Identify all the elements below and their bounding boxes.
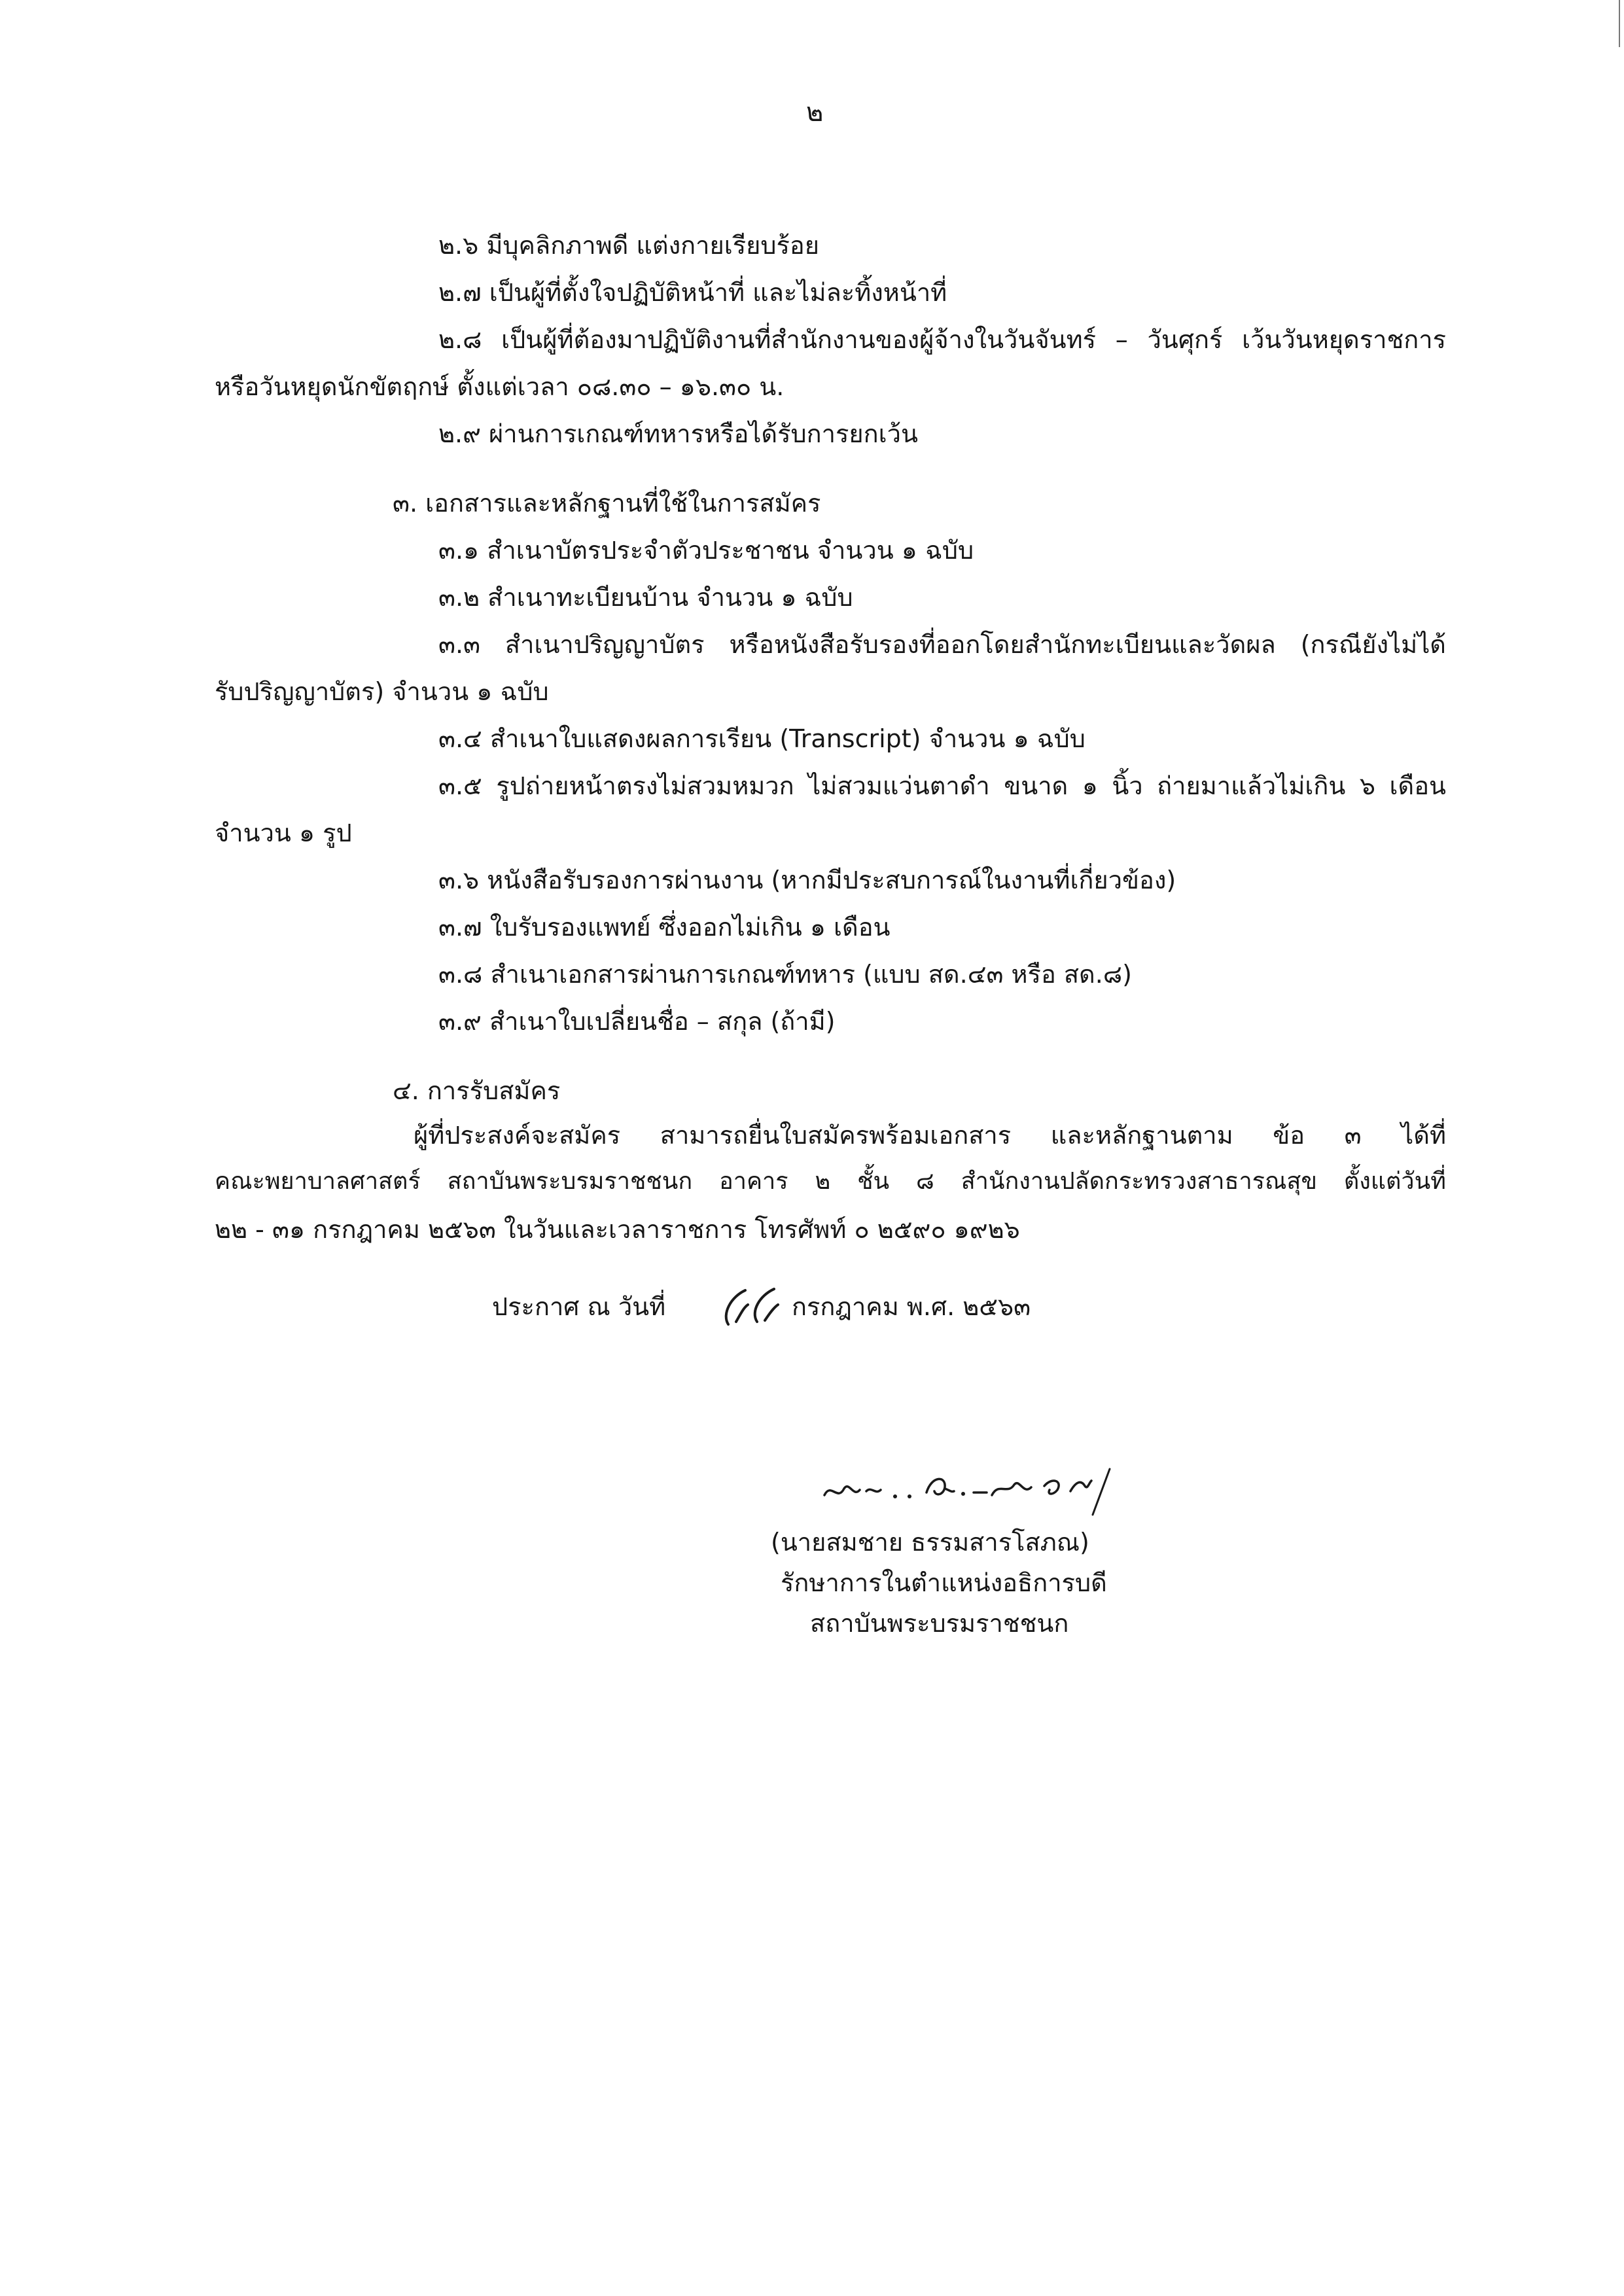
handwritten-day [716, 1282, 788, 1335]
item-3-7: ๓.๗ ใบรับรองแพทย์ ซึ่งออกไม่เกิน ๑ เดือน [438, 913, 891, 942]
item-3-5: ๓.๕ รูปถ่ายหน้าตรงไม่สวมหมวก ไม่สวมแว่นตาดำ ขนาด ๑ นิ้ว ถ่ายมาแล้วไม่เกิน ๖ เดือน [438, 771, 1446, 800]
item-3-4: ๓.๔ สำเนาใบแสดงผลการเรียน (Transcript) จำนวน ๑ ฉบับ [438, 724, 1086, 753]
item-2-7: ๒.๗ เป็นผู้ที่ตั้งใจปฏิบัติหน้าที่ และไม่ละทิ้งหน้าที่ [438, 278, 947, 307]
announce-prefix: ประกาศ ณ วันที่ [492, 1292, 666, 1321]
item-2-9: ๒.๙ ผ่านการเกณฑ์ทหารหรือได้รับการยกเว้น [438, 419, 918, 448]
item-3-3: ๓.๓ สำเนาปริญญาบัตร หรือหนังสือรับรองที่ออกโดยสำนักทะเบียนและวัดผล (กรณียังไม่ได้ [438, 630, 1446, 659]
handwritten-signature [811, 1449, 1165, 1528]
item-2-6: ๒.๖ มีบุคลิกภาพดี แต่งกายเรียบร้อย [438, 231, 820, 260]
section-4-line-2: คณะพยาบาลศาสตร์ สถาบันพระบรมราชชนก อาคาร ๒ ชั้น ๘ สำนักงานปลัดกระทรวงสาธารณสุข ตั้งแต่วันที่ [215, 1168, 1446, 1195]
section-4-heading: ๔. การรับสมัคร [393, 1076, 561, 1105]
signatory-position: รักษาการในตำแหน่งอธิการบดี [781, 1568, 1107, 1597]
announce-suffix: กรกฎาคม พ.ศ. ๒๕๖๓ [792, 1292, 1031, 1321]
item-3-6: ๓.๖ หนังสือรับรองการผ่านงาน (หากมีประสบการณ์ในงานที่เกี่ยวข้อง) [438, 866, 1176, 894]
section-4-line-3: ๒๒ - ๓๑ กรกฎาคม ๒๕๖๓ ในวันและเวลาราชการ โทรศัพท์ ๐ ๒๕๙๐ ๑๙๒๖ [215, 1215, 1020, 1244]
item-3-8: ๓.๘ สำเนาเอกสารผ่านการเกณฑ์ทหาร (แบบ สด.๔๓ หรือ สด.๘) [438, 960, 1132, 989]
section-3-heading: ๓. เอกสารและหลักฐานที่ใช้ในการสมัคร [393, 489, 821, 518]
item-3-9: ๓.๙ สำเนาใบเปลี่ยนชื่อ – สกุล (ถ้ามี) [438, 1007, 836, 1036]
item-2-8: ๒.๘ เป็นผู้ที่ต้องมาปฏิบัติงานที่สำนักงานของผู้จ้างในวันจันทร์ – วันศุกร์ เว้นวันหยุดราชการ [438, 325, 1446, 354]
item-3-2: ๓.๒ สำเนาทะเบียนบ้าน จำนวน ๑ ฉบับ [438, 583, 853, 612]
section-4-line-1: ผู้ที่ประสงค์จะสมัคร สามารถยื่นใบสมัครพร้อมเอกสาร และหลักฐานตาม ข้อ ๓ ได้ที่ [414, 1121, 1446, 1150]
scan-edge-mark [1619, 0, 1620, 47]
signatory-name: (นายสมชาย ธรรมสารโสภณ) [771, 1528, 1089, 1557]
item-3-1: ๓.๑ สำเนาบัตรประจำตัวประชาชน จำนวน ๑ ฉบับ [438, 536, 974, 565]
page-number: ๒ [806, 97, 824, 128]
item-2-8-continued: หรือวันหยุดนักขัตฤกษ์ ตั้งแต่เวลา ๐๘.๓๐ – ๑๖.๓๐ น. [215, 372, 785, 401]
item-3-3-continued: รับปริญญาบัตร) จำนวน ๑ ฉบับ [215, 677, 549, 706]
item-3-5-continued: จำนวน ๑ รูป [215, 819, 352, 847]
signatory-organization: สถาบันพระบรมราชชนก [810, 1609, 1069, 1638]
